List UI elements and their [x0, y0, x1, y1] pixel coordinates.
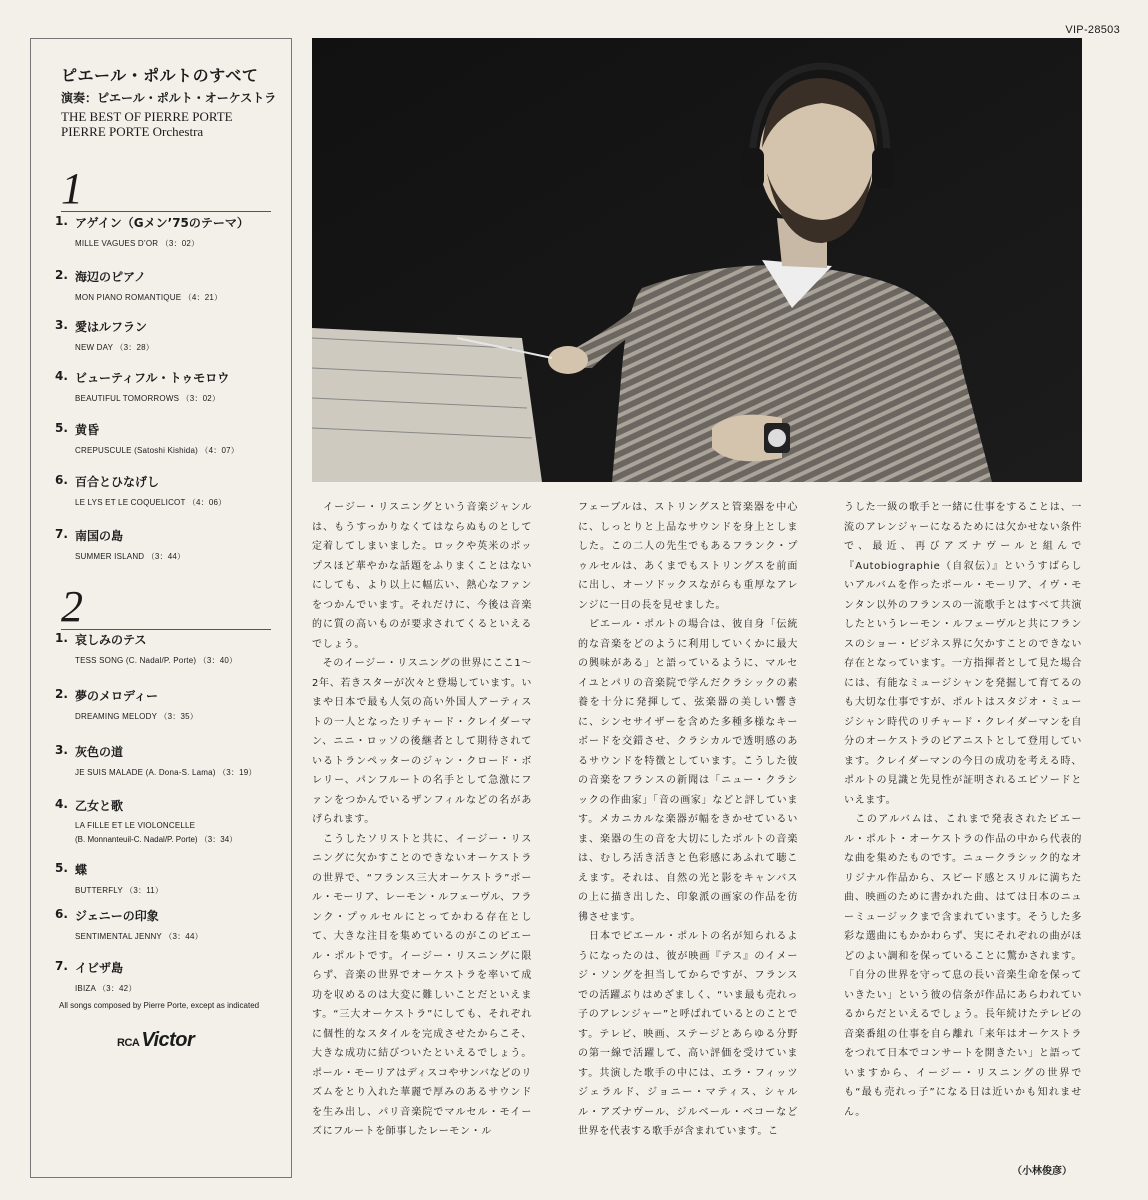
- tracklist-panel: ピエール・ポルトのすべて 演奏：ピエール・ポルト・オーケストラ THE BEST OF PIERRE PORTE PIERRE PORTE Orchestra 1 1. アゲイン（Gメン’75のテーマ） MILLE VAGUES D’OR （3：02） 2. 海辺のピアノ MON PIANO ROMANTIQUE （4：21） 3. 愛はルフラン NEW DAY （3：28） 4. ビューティフル・トゥモロウ BEAUTIFUL TOMORROWS （3：02） 5. 黄昏 CREPUSCULE (Satoshi Kishida) （4：07） 6. 百合とひなげし LE LYS ET LE COQUELICOT （4：06） 7. 南国の島 SUMMER ISLAND （3：44） 2 1. 哀しみのテス TESS SONG (C. Nadal/P. Porte) （3：40） 2. 夢のメロディー DREAMING MELODY （3：35） 3. 灰色の道 JE SUIS MALADE (A. Dona-S. Lama) （3：19） 4. 乙女と歌 LA FILLE ET LE VIOLONCELLE (B. Monnanteuil-C. Nadal/P. Porte) （3：34） 5. 蝶 BUTTERFLY （3：11） 6. ジェニーの印象 SENTIMENTAL JENNY （3：44） 7. イビザ島 IBIZA （3：42） All songs composed by Pierre Porte, except as indicated RCA Victor: [30, 38, 292, 1178]
- catalog-number: VIP-28503: [1065, 24, 1120, 36]
- liner-notes-column-2: フェーブルは、ストリングスと管楽器を中心に、しっとりと上品なサウンドを身上としました。この二人の先生でもあるフランク・プゥルセルは、あくまでもストリングスを前面に出し、オーソドックスながらも重厚なアレンジに一日の長を見せました。 ピエール・ポルトの場合は、彼自身「伝統的な音楽をどのように利用していくかに最大の興味がある」と語っているように、マルセイユとパリの音楽院で学んだクラシックの素養を十分に発揮して、弦楽器の美しい響きに、シンセサイザーを含めた多種多様なキーボードを交錯させ、クラシカルで透明感のあるサウンドを特徴としています。こうした彼の音楽をフランスの新聞は「ニュー・クラシックの作曲家」「音の画家」などと評しています。メカニカルな楽器が幅をきかせているいま、楽器の生の音を大切にしたポルトの音楽は、むしろ活き活きと色彩感にあふれて聴こえます。それは、自然の光と影をキャンバスの上に描き出した、印象派の画家の作品を彷彿させます。 日本でピエール・ポルトの名が知られるようになったのは、彼が映画『テス』のイメージ・ソングを担当してからですが、フランスでの活躍ぶりはめざましく、“いま最も売れっ子のアレンジャー”と呼ばれているとのことです。テレビ、映画、ステージとあらゆる分野の第一線で活躍して、高い評価を受けています。共演した歌手の中には、エラ・フィッツジェラルド、ジョニー・マティス、シャルル・アズナヴール、ジルベール・ベコーなど世界を代表する歌手が含まれています。こ: [578, 502, 798, 1137]
- liner-notes-column-1: イージー・リスニングという音楽ジャンルは、もうすっかりなくてはならぬものとして定着してしまいました。ロックや英米のポップスほど華やかな話題をふりまくことはないにしても、より以上に幅広い、熱心なファンをつかんでいます。それだけに、今後は音楽的に質の高いものが要求されてくるといえるでしょう。 そのイージー・リスニングの世界にここ1～2年、若きスターが次々と登場しています。いまや日本で最も人気の高い外国人アーティストの一人となったリチャード・クレイダーマン、ニニ・ロッソの後継者として期待されているトランペッターのジャン・クロード・ボレリー、パンフルートの名手として急激にファンをつかんでいるザンフィルなどの名があげられます。 こうしたソリストと共に、イージー・リスニングに欠かすことのできないオーケストラの世界で、“フランス三大オーケストラ”ポール・モーリア、レーモン・ルフェーヴル、フランク・プゥルセルにとってかわる存在として、大きな注目を集めているのがこのピエール・ポルトです。イージー・リスニングに限らず、音楽の世界でオーケストラを率いて成功を収めるのは大変に難しいことだといえます。“三大オーケストラ”にしても、それぞれに個性的なスタイルを完成させたからこそ、大きな成功に結びついたといえるでしょう。ポール・モーリアはディスコやサンバなどのリズムをとり入れた華麗で厚みのあるサウンドを生み出し、パリ音楽院でマルセル・モイーズにフルートを師事したレーモン・ル: [312, 502, 532, 1137]
- album-title-en: [61, 109, 233, 139]
- side-1-heading: 1: [61, 167, 271, 212]
- album-title-jp: ピエール・ポルトのすべて: [61, 66, 259, 85]
- album-title-en-line1: THE BEST OF PIERRE PORTE: [61, 109, 233, 124]
- liner-notes-column-3: うした一級の歌手と一緒に仕事をすることは、一流のアレンジャーになるためには欠かせない条件で、最近、再びアズナヴールと組んで『Autobiographie（自叙伝）』というすばらしいアルバムを作ったポール・モーリア、イヴ・モンタン以外のフランスの一流歌手とはすべて共演したというレーモン・ルフェーヴルと共にフランスのショー・ビジネス界に欠かすことのできない存在となっています。一方指揮者として見た場合には、有能なミュージシャンを発掘して育てるのも大切な仕事ですが、ポルトはスタジオ・ミュージシャン時代のリチャード・クレイダーマンを自分のオーケストラのピアニストとして登用しています。クレイダーマンの今日の成功を考える時、ポルトの見識と先見性が証明されるエピソードといえます。 このアルバムは、これまで発表されたピエール・ポルト・オーケストラの作品の中から代表的な曲を集めたものです。ニュークラシック的なオリジナル作品から、スピード感とスリルに満ちた曲、映画のために書かれた曲、はては日本のニューミュージックまで含まれています。そうした多彩な選曲にもかかわらず、実にそれぞれの曲がほどのよい調和を保っていることに驚かされます。「自分の世界を守って息の長い音楽生命を保っていきたい」という彼の信条が作品にあらわれているからだといえるでしょう。長年続けたテレビの音楽番組の仕事を自ら離れ「来年はオーケストラをつれて日本でコンサートを開きたい」と語っていますから、イージー・リスニングの世界でも“最も売れっ子”になる日は近いかも知れません。: [844, 502, 1082, 1118]
- victor-logo: RCA Victor: [117, 1029, 195, 1051]
- album-title-en-line2: PIERRE PORTE Orchestra: [61, 124, 204, 139]
- side-2-heading: 2: [61, 585, 271, 630]
- author-signature: （小林俊彦）: [1012, 1166, 1072, 1177]
- composer-footnote: All songs composed by Pierre Porte, except as indicated: [59, 1001, 260, 1010]
- performer-jp: 演奏：ピエール・ポルト・オーケストラ: [61, 91, 277, 105]
- conductor-photo: [312, 38, 1082, 482]
